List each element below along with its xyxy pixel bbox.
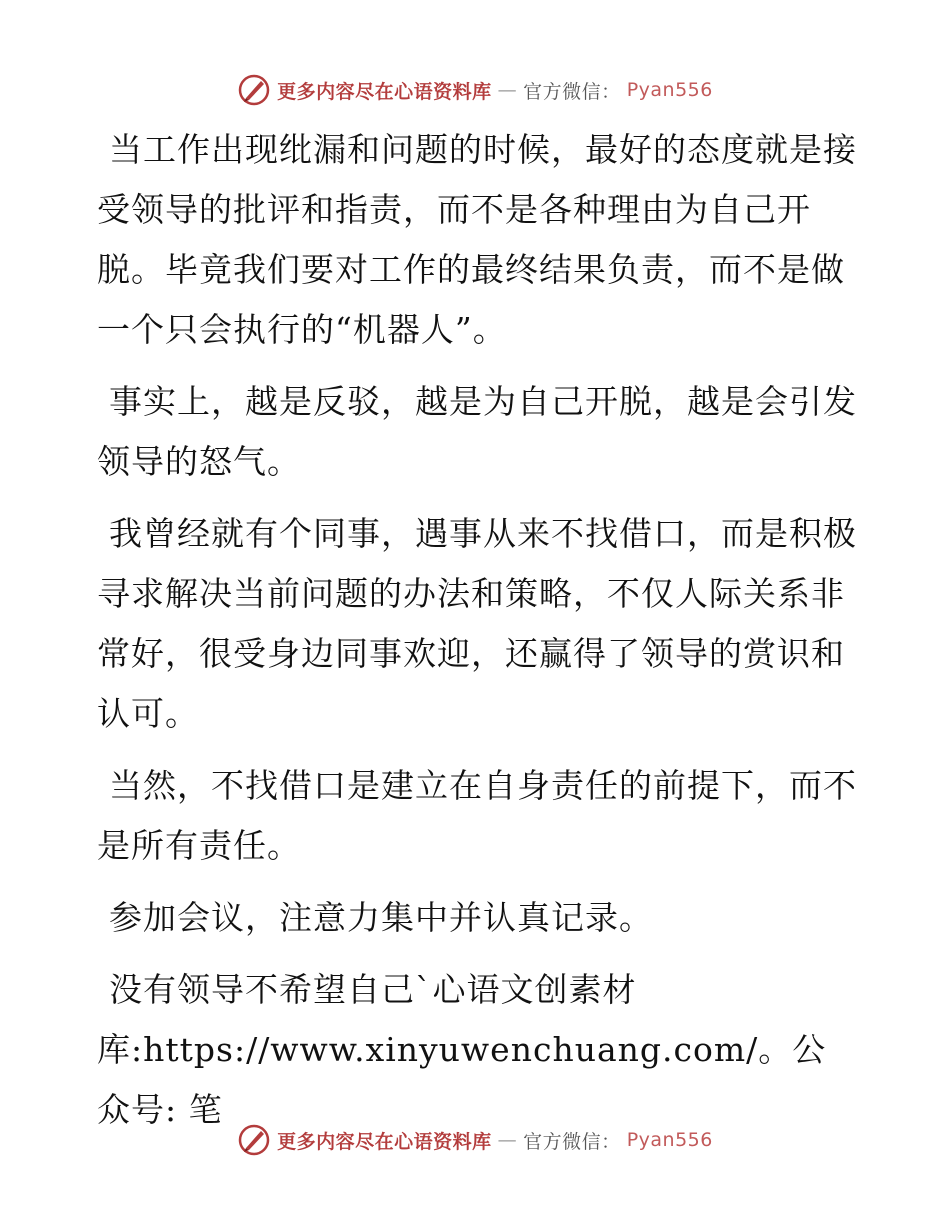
header-wechat-id: Pyan556 [626, 79, 713, 101]
footer-brand-text: 更多内容尽在心语资料库 [277, 1130, 492, 1153]
paragraph-3 [97, 504, 857, 744]
paragraph-6-text: 没有领导不希望自己`心语文创素材库:https://www.xinyuwenchuang.com/。公众号: 笔 [97, 970, 827, 1129]
paragraph-1-text: 当工作出现纰漏和问题的时候，最好的态度就是接受领导的批评和指责，而不是各种理由为自己开脱。毕竟我们要对工作的最终结果负责，而不是做一个只会执行的“机器人”。 [97, 130, 857, 349]
paragraph-2 [97, 372, 857, 492]
paragraph-4-text: 当然，不找借口是建立在自身责任的前提下，而不是所有责任。 [97, 766, 857, 865]
paragraph-4 [97, 756, 857, 876]
header-separator: — [497, 79, 518, 101]
quill-pen-logo-icon [237, 1123, 271, 1157]
footer-separator: — [497, 1129, 518, 1151]
paragraph-5-text: 参加会议，注意力集中并认真记录。 [109, 898, 653, 937]
header-brand-text: 更多内容尽在心语资料库 [277, 80, 492, 103]
paragraph-5 [97, 888, 857, 948]
footer-wechat-id: Pyan556 [626, 1129, 713, 1151]
header-banner [237, 73, 713, 107]
footer-banner [237, 1123, 713, 1157]
document-body [97, 120, 857, 1152]
paragraph-3-text: 我曾经就有个同事，遇事从来不找借口，而是积极寻求解决当前问题的办法和策略，不仅人际关系非常好，很受身边同事欢迎，还赢得了领导的赏识和认可。 [97, 514, 857, 733]
paragraph-6 [97, 960, 857, 1140]
page-footer [0, 1120, 950, 1160]
paragraph-1 [97, 120, 857, 360]
footer-wechat-label: 官方微信： [523, 1130, 621, 1153]
quill-pen-logo-icon [237, 73, 271, 107]
paragraph-2-text: 事实上，越是反驳，越是为自己开脱，越是会引发领导的怒气。 [97, 382, 857, 481]
header-wechat-label: 官方微信： [523, 80, 621, 103]
page-header [0, 70, 950, 110]
